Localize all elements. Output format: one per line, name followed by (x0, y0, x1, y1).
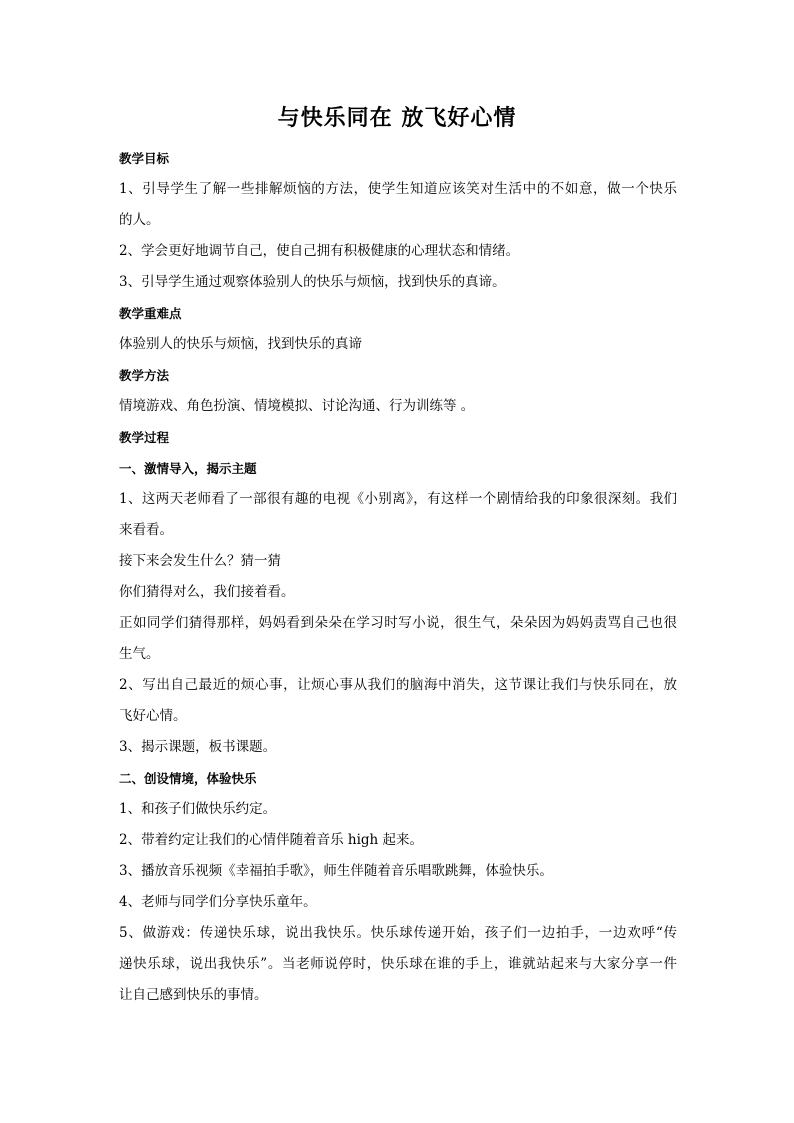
section-heading: 教学方法 (119, 368, 170, 383)
paragraph-line: 情境游戏、角色扮演、情境模拟、讨论沟通、行为训练等 。 (119, 398, 475, 414)
section-heading: 二、创设情境，体验快乐 (119, 771, 257, 786)
section-heading: 教学重难点 (119, 306, 182, 321)
paragraph-line: 递快乐球，说出我快乐”。当老师说停时，快乐球在谁的手上，谁就站起来与大家分享一件 (119, 956, 677, 972)
page-title: 与快乐同在 放飞好心情 (277, 106, 517, 131)
paragraph-line: 3、播放音乐视频《幸福拍手歌》，师生伴随着音乐唱歌跳舞，体验快乐。 (119, 863, 553, 879)
paragraph-line: 体验别人的快乐与烦恼，找到快乐的真谛 (119, 336, 362, 352)
paragraph-line: 2、写出自己最近的烦心事，让烦心事从我们的脑海中消失，这节课让我们与快乐同在，放 (119, 677, 677, 693)
paragraph-line: 1、这两天老师看了一部很有趣的电视《小别离》，有这样一个剧情给我的印象很深刻。我们 (119, 491, 677, 507)
paragraph-line: 来看看。 (119, 522, 173, 538)
paragraph-line: 3、揭示课题，板书课题。 (119, 739, 277, 755)
paragraph-line: 生气。 (119, 646, 160, 662)
document-body (119, 143, 677, 1011)
paragraph-line: 让自己感到快乐的事情。 (119, 987, 268, 1003)
paragraph-line: 接下来会发生什么？猜一猜 (119, 553, 281, 569)
paragraph-line: 4、老师与同学们分享快乐童年。 (119, 894, 317, 910)
paragraph-line: 的人。 (119, 212, 160, 228)
section-heading: 一、激情导入，揭示主题 (119, 461, 257, 476)
paragraph-line: 1、引导学生了解一些排解烦恼的方法，使学生知道应该笑对生活中的不如意，做一个快乐 (119, 181, 677, 197)
paragraph-line: 2、学会更好地调节自己，使自己拥有积极健康的心理状态和情绪。 (119, 243, 520, 259)
section-heading: 教学目标 (119, 151, 170, 166)
paragraph-line: 正如同学们猜得那样，妈妈看到朵朵在学习时写小说，很生气，朵朵因为妈妈责骂自己也很 (119, 615, 677, 631)
paragraph-line: 1、和孩子们做快乐约定。 (119, 801, 277, 817)
paragraph-line: 2、带着约定让我们的心情伴随着音乐 high 起来。 (119, 832, 424, 848)
paragraph-line: 你们猜得对么，我们接着看。 (119, 584, 295, 600)
section-heading: 教学过程 (119, 430, 170, 445)
paragraph-line: 3、引导学生通过观察体验别人的快乐与烦恼，找到快乐的真谛。 (119, 274, 506, 290)
paragraph-line: 5、做游戏：传递快乐球，说出我快乐。快乐球传递开始，孩子们一边拍手，一边欢呼“传 (119, 925, 677, 941)
paragraph-line: 飞好心情。 (119, 708, 187, 724)
